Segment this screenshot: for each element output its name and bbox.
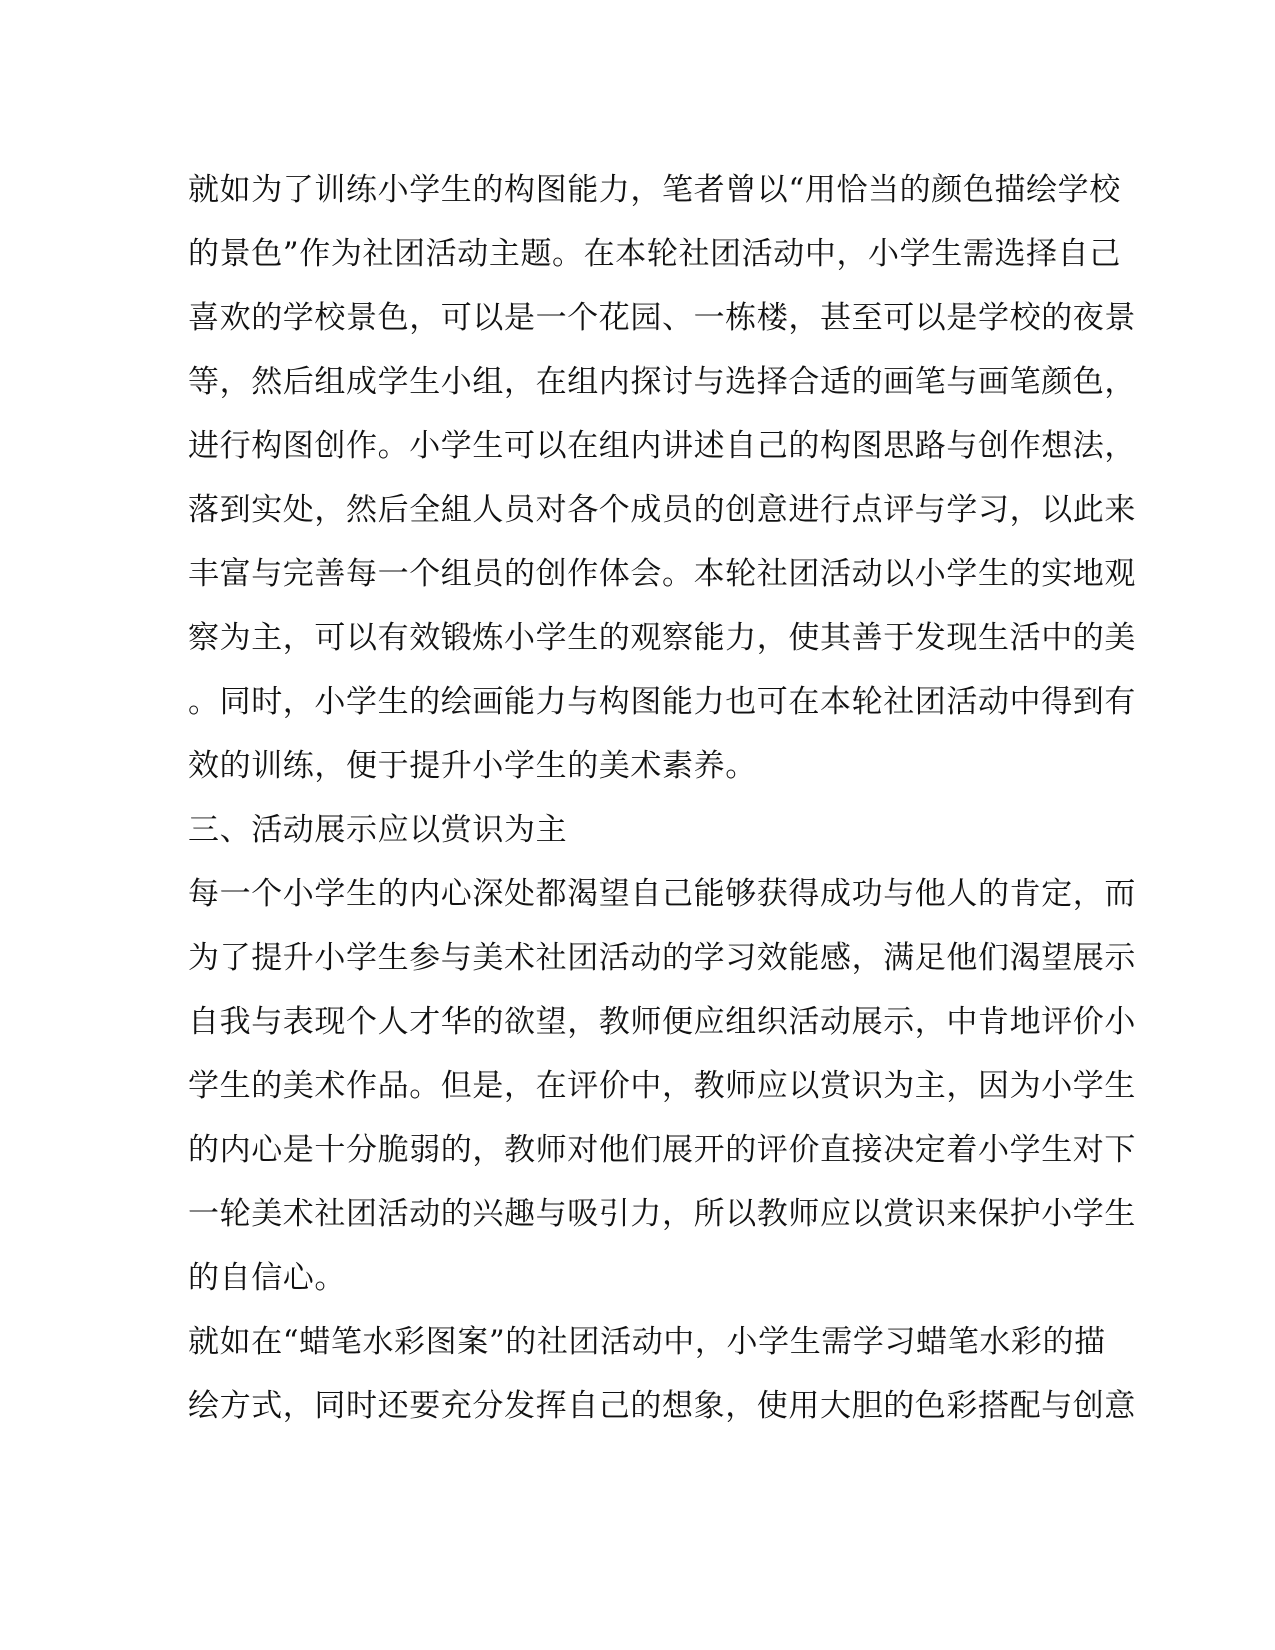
body-text xyxy=(188,158,1136,1438)
text-line: 一轮美术社团活动的兴趣与吸引力，所以教师应以赏识来保护小学生 xyxy=(188,1196,1136,1232)
section-heading: 三、活动展示应以赏识为主 xyxy=(188,812,568,848)
text-line: 进行构图创作。小学生可以在组内讲述自己的构图思路与创作想法， xyxy=(188,428,1136,464)
text-line: 就如为了训练小学生的构图能力，笔者曾以“用恰当的颜色描绘学校 xyxy=(188,172,1121,208)
text-line: 的自信心。 xyxy=(188,1260,346,1296)
text-line: 学生的美术作品。但是，在评价中，教师应以赏识为主，因为小学生 xyxy=(188,1068,1136,1104)
text-line: 的景色”作为社团活动主题。在本轮社团活动中，小学生需选择自己 xyxy=(188,236,1121,272)
text-line: 等，然后组成学生小组，在组内探讨与选择合适的画笔与画笔颜色， xyxy=(188,364,1136,400)
text-line: 的内心是十分脆弱的，教师对他们展开的评价直接决定着小学生对下 xyxy=(188,1132,1136,1168)
text-line: 每一个小学生的内心深处都渴望自己能够获得成功与他人的肯定，而 xyxy=(188,876,1136,912)
text-line: 就如在“蜡笔水彩图案”的社团活动中，小学生需学习蜡笔水彩的描 xyxy=(188,1324,1106,1360)
text-line: 绘方式，同时还要充分发挥自己的想象，使用大胆的色彩搭配与创意 xyxy=(188,1388,1136,1424)
text-line: 为了提升小学生参与美术社团活动的学习效能感，满足他们渴望展示 xyxy=(188,940,1136,976)
text-line: 。同时，小学生的绘画能力与构图能力也可在本轮社团活动中得到有 xyxy=(188,684,1136,720)
text-line: 喜欢的学校景色，可以是一个花园、一栋楼，甚至可以是学校的夜景 xyxy=(188,300,1136,336)
text-line: 察为主，可以有效锻炼小学生的观察能力，使其善于发现生活中的美 xyxy=(188,620,1136,656)
text-line: 丰富与完善每一个组员的创作体会。本轮社团活动以小学生的实地观 xyxy=(188,556,1136,592)
text-line: 效的训练，便于提升小学生的美术素养。 xyxy=(188,748,757,784)
text-line: 自我与表现个人才华的欲望，教师便应组织活动展示，中肯地评价小 xyxy=(188,1004,1136,1040)
text-line: 落到实处，然后全組人员对各个成员的创意进行点评与学习，以此来 xyxy=(188,492,1136,528)
